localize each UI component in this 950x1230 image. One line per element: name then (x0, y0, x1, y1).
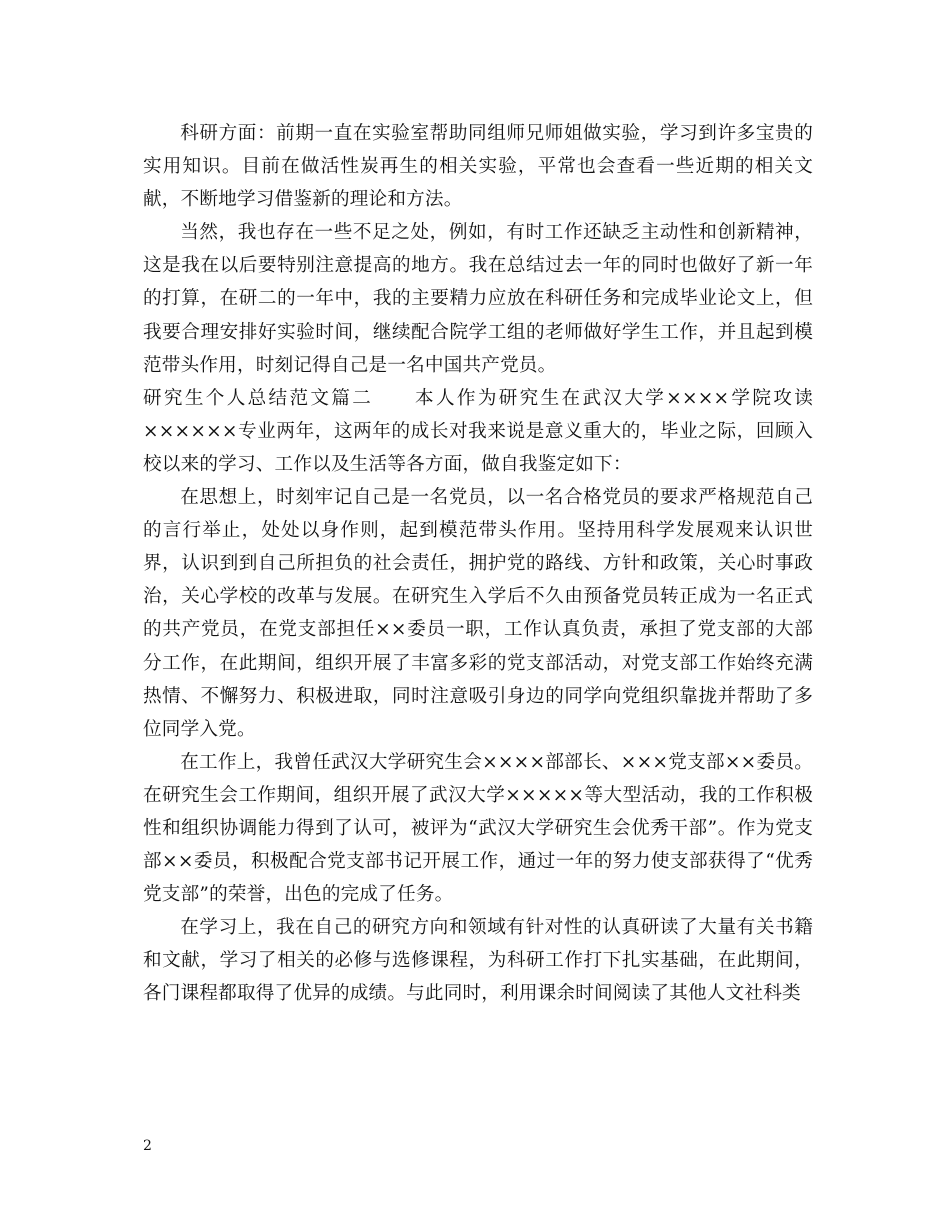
paragraph-ideology: 在思想上，时刻牢记自己是一名党员，以一名合格党员的要求严格规范自己的言行举止，处处以身作则，起到模范带头作用。坚持用科学发展观来认识世界，认识到到自己所担负的社会责任，拥护党的路线、方针和政策，关心时事政治，关心学校的改革与发展。在研究生入学后不久由预备党员转正成为一名正式的共产党员，在党支部担任××委员一职，工作认真负责，承担了党支部的大部分工作，在此期间，组织开展了丰富多彩的党支部活动，对党支部工作始终充满热情、不懈努力、积极进取，同时注意吸引身边的同学向党组织靠拢并帮助了多位同学入党。 (143, 487, 813, 740)
page-number: 2 (143, 1138, 152, 1154)
paragraph-research: 科研方面：前期一直在实验室帮助同组师兄师姐做实验，学习到许多宝贵的实用知识。目前在做活性炭再生的相关实验，平常也会查看一些近期的相关文献，不断地学习借鉴新的理论和方法。 (143, 123, 813, 211)
paragraph-shortcomings: 当然，我也存在一些不足之处，例如，有时工作还缺乏主动性和创新精神，这是我在以后要特别注意提高的地方。我在总结过去一年的同时也做好了新一年的打算，在研二的一年中，我的主要精力应放在科研任务和完成毕业论文上，但我要合理安排好实验时间，继续配合院学工组的老师做好学生工作，并且起到模范带头作用，时刻记得自己是一名中国共产党员。 (143, 222, 813, 376)
paragraph-section-two-intro: 研究生个人总结范文篇二 本人作为研究生在武汉大学××××学院攻读××××××专业两年，这两年的成长对我来说是意义重大的，毕业之际，回顾入校以来的学习、工作以及生活等各方面，做自我鉴定如下： (143, 387, 813, 475)
document-body (143, 117, 813, 1011)
paragraph-study: 在学习上，我在自己的研究方向和领域有针对性的认真研读了大量有关书籍和文献，学习了相关的必修与选修课程，为科研工作打下扎实基础，在此期间，各门课程都取得了优异的成绩。与此同时，利用课余时间阅读了其他人文社科类 (143, 917, 813, 1005)
paragraph-work: 在工作上，我曾任武汉大学研究生会××××部部长、×××党支部××委员。在研究生会工作期间，组织开展了武汉大学×××××等大型活动，我的工作积极性和组织协调能力得到了认可，被评为“武汉大学研究生会优秀干部”。作为党支部××委员，积极配合党支部书记开展工作，通过一年的努力使支部获得了“优秀党支部”的荣誉，出色的完成了任务。 (143, 751, 813, 906)
